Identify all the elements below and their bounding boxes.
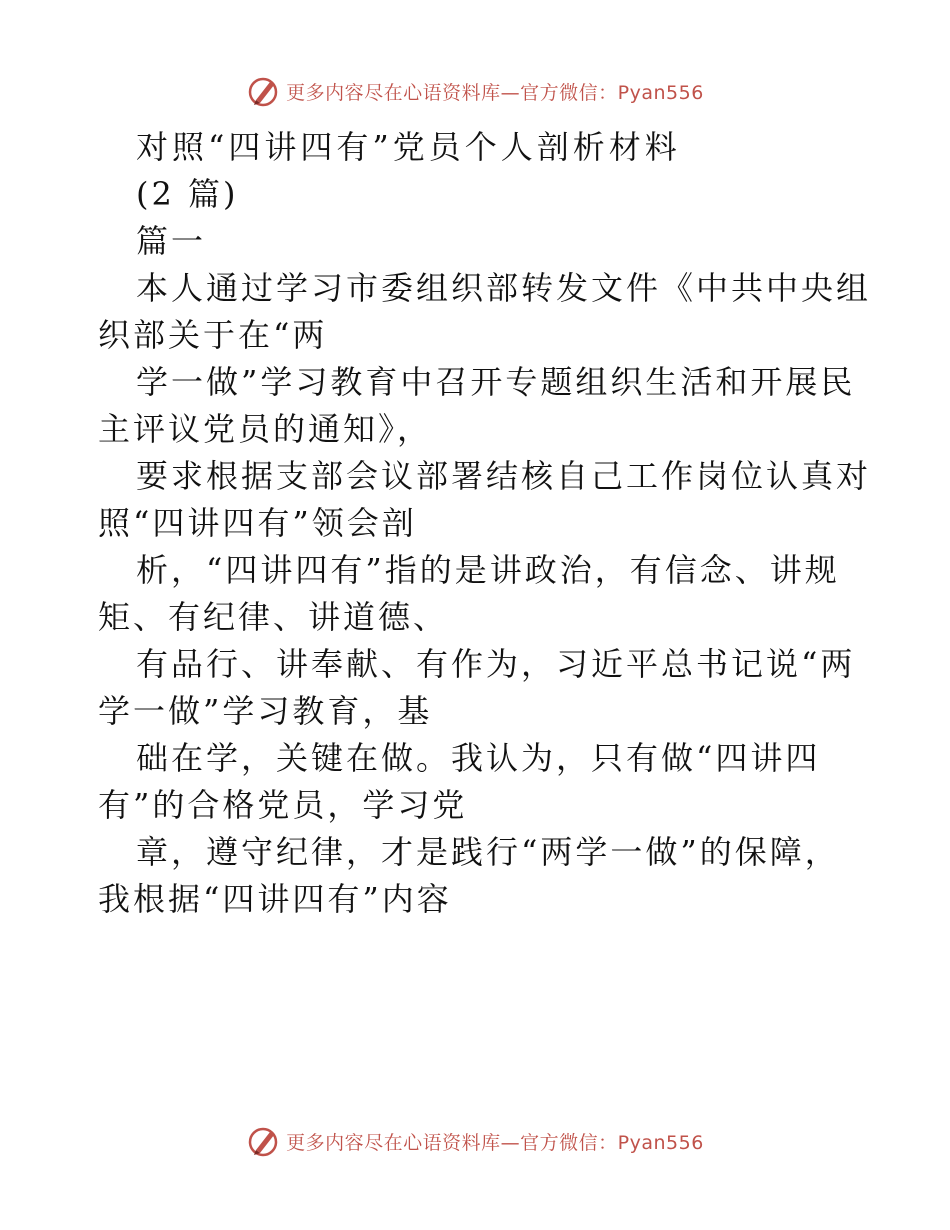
banner-text: 更多内容尽在心语资料库—官方微信：Pyan556 [286,1131,704,1154]
pen-logo-icon [246,1124,280,1158]
document-body [98,124,872,923]
document-subtitle: (2 篇) [136,175,239,213]
paragraph-line: 我根据“四讲四有”内容 [98,880,452,918]
section-heading: 篇一 [136,222,207,260]
paragraph-line: 照“四讲四有”领会剖 [98,504,417,542]
footer-banner [0,1121,950,1161]
paragraph-line: 有”的合格党员，学习党 [98,786,468,824]
paragraph-line: 矩、有纪律、讲道德、 [98,598,449,636]
paragraph-line: 主评议党员的通知》， [98,410,433,448]
pen-logo-icon [246,74,280,108]
document-title: 对照“四讲四有”党员个人剖析材料 [136,128,681,166]
paragraph-line: 有品行、讲奉献、有作为，习近平总书记说“两 [136,645,856,683]
paragraph-line: 学一做”学习教育，基 [98,692,433,730]
header-banner [0,71,950,111]
paragraph-line: 本人通过学习市委组织部转发文件《中共中央组 [136,269,872,307]
paragraph-line: 础在学，关键在做。我认为，只有做“四讲四 [136,739,821,777]
paragraph-line: 织部关于在“两 [98,316,328,354]
paragraph-line: 要求根据支部会议部署结核自己工作岗位认真对 [136,457,872,495]
paragraph-line: 学一做”学习教育中召开专题组织生活和开展民 [136,363,856,401]
paragraph-line: 章，遵守纪律，才是践行“两学一做”的保障， [136,833,840,871]
banner-text: 更多内容尽在心语资料库—官方微信：Pyan556 [286,81,704,104]
paragraph-line: 析，“四讲四有”指的是讲政治，有信念、讲规 [136,551,840,589]
